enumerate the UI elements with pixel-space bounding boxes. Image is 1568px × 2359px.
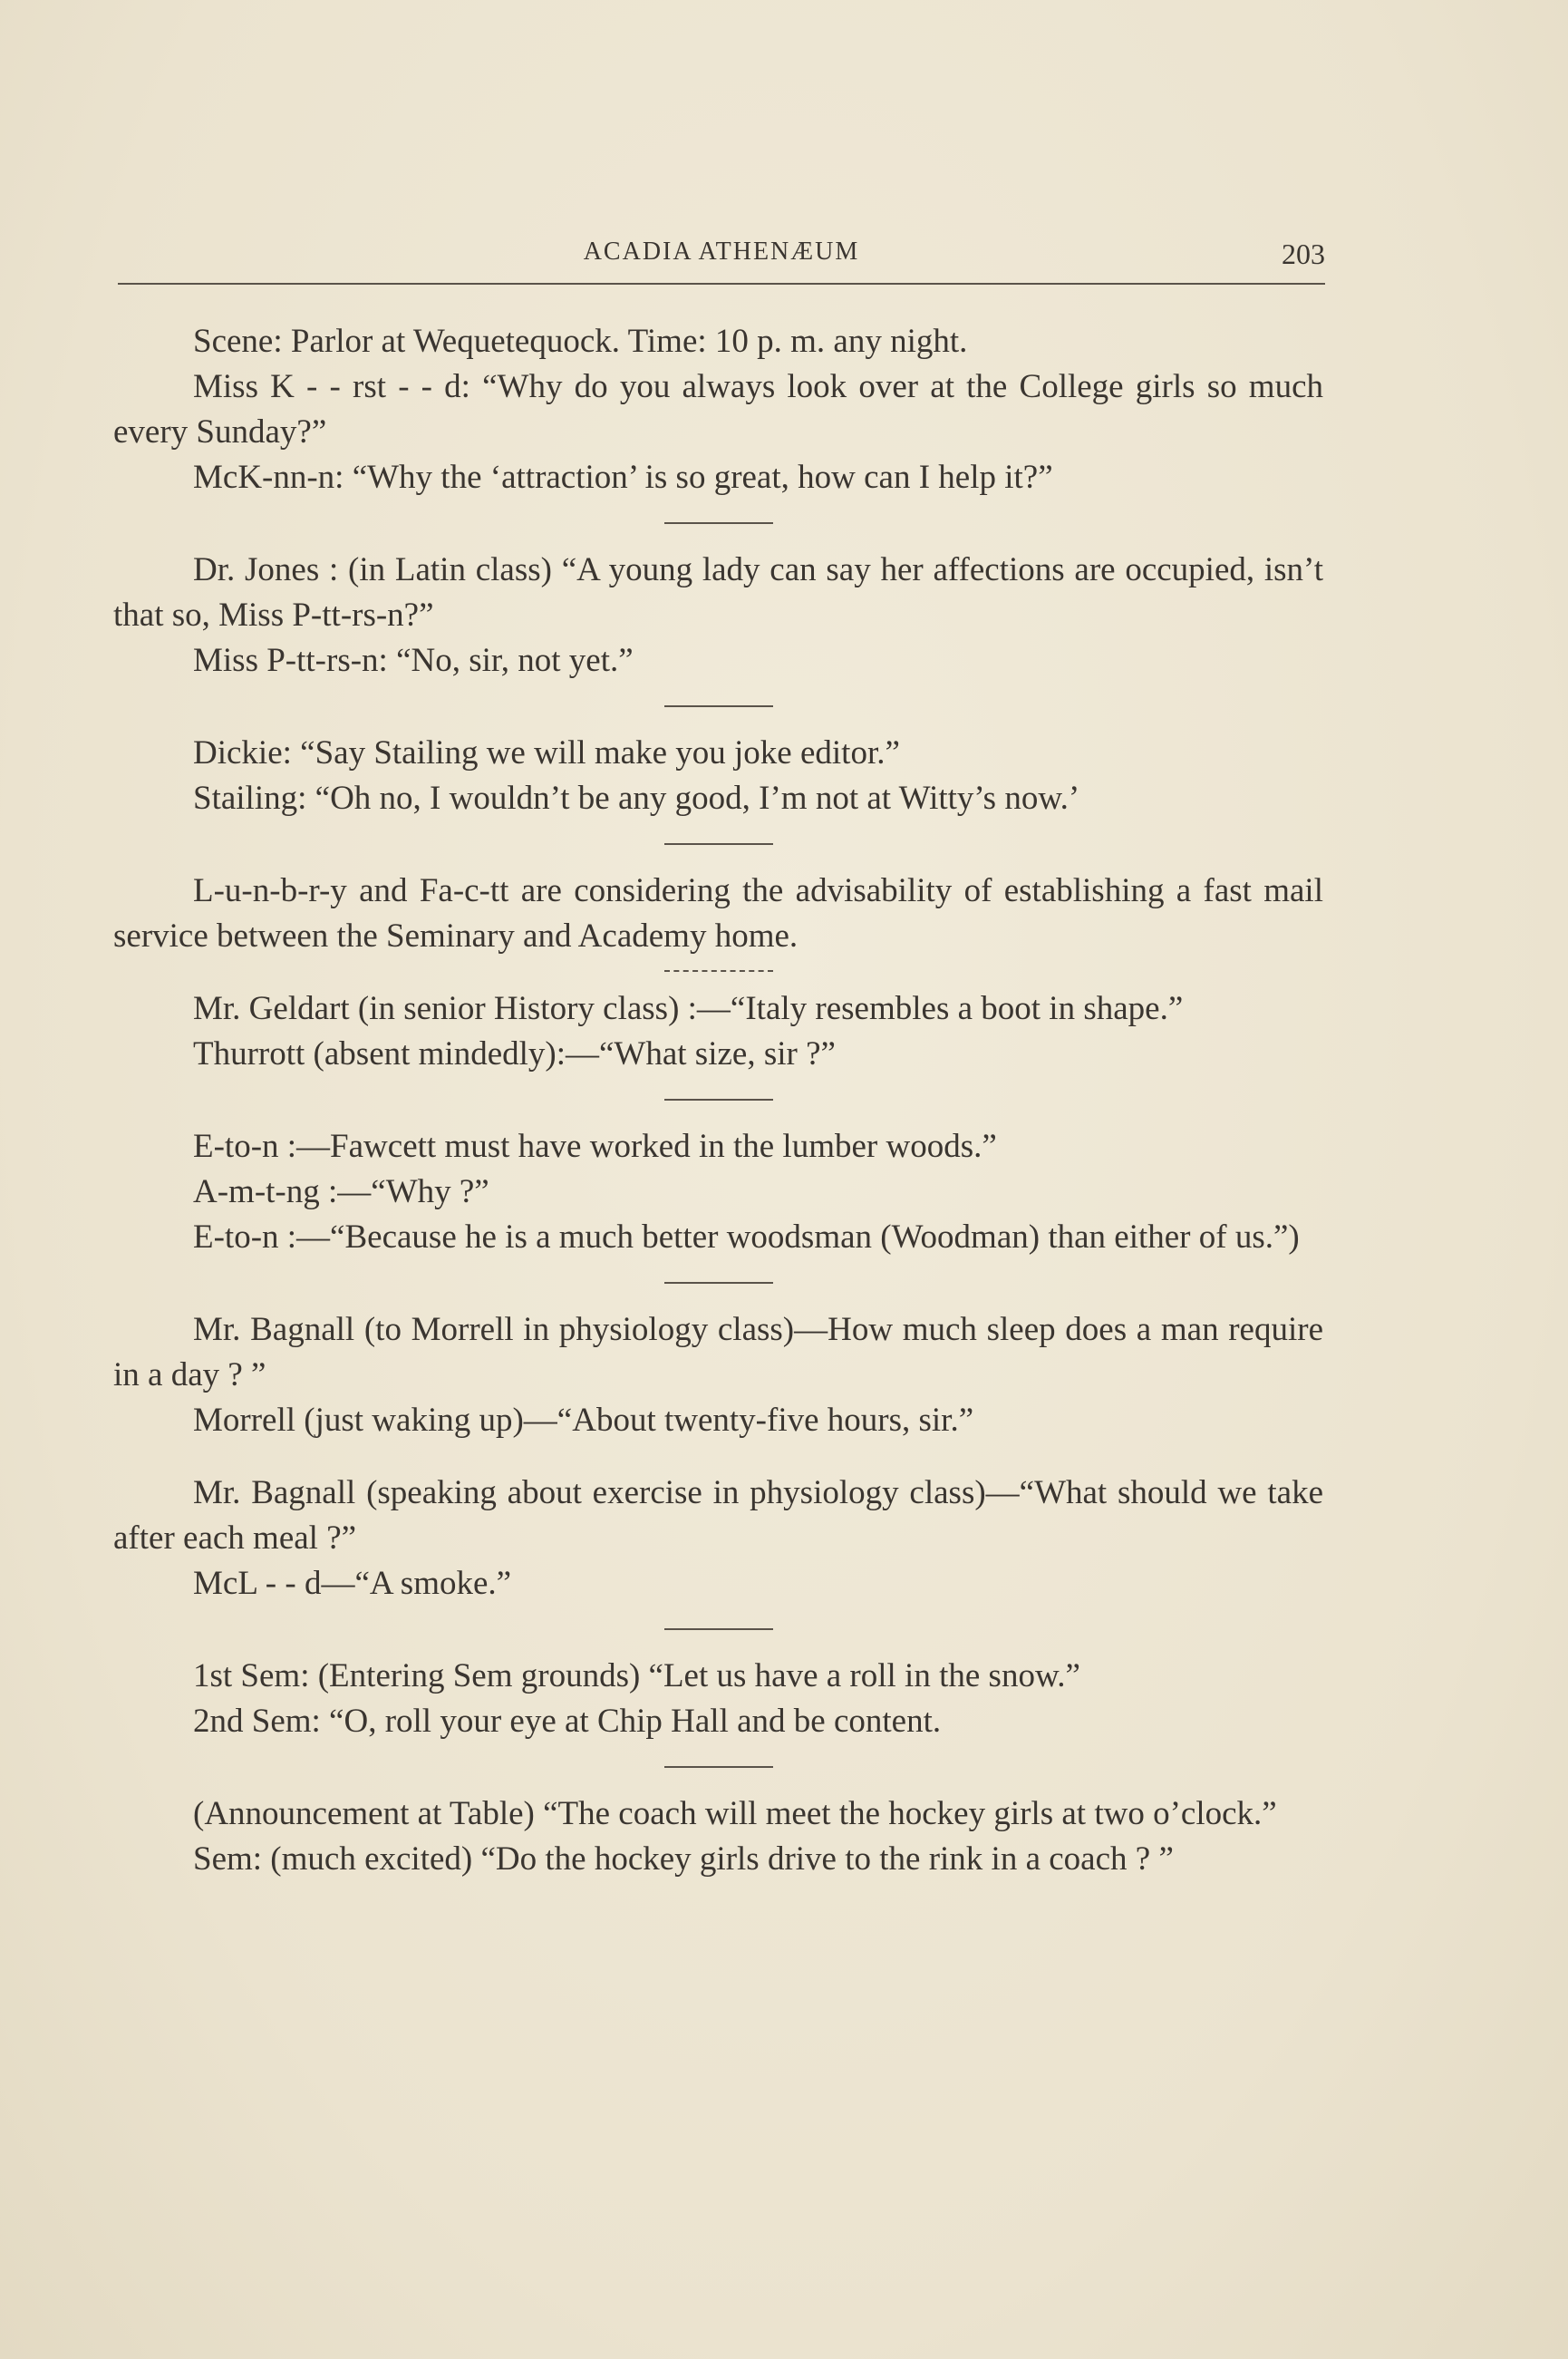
anecdote-9 — [113, 1654, 1323, 1744]
paragraph: Dr. Jones : (in Latin class) “A young lady can say her affections are occupied, isn’t that so, Miss P-tt-rs-n?” — [113, 551, 1323, 634]
separator-rule — [664, 1628, 773, 1630]
separator — [113, 1744, 1323, 1791]
separator-rule — [664, 1099, 773, 1101]
page-number: 203 — [1282, 238, 1325, 270]
anecdote-10 — [113, 1791, 1323, 1882]
paragraph: Morrell (just waking up)—“About twenty-five hours, sir.” — [193, 1402, 974, 1439]
running-title: ACADIA ATHENÆUM — [583, 238, 860, 266]
paragraph: 2nd Sem: “O, roll your eye at Chip Hall and be content. — [193, 1703, 942, 1740]
separator — [113, 821, 1323, 869]
paragraph: Stailing: “Oh no, I wouldn’t be any good, I’m not at Witty’s now.’ — [193, 780, 1080, 817]
separator — [113, 1077, 1323, 1124]
paragraph: McL - - d—“A smoke.” — [193, 1565, 512, 1602]
anecdote-7 — [113, 1307, 1323, 1443]
paragraph: E-to-n :—“Because he is a much better woodsman (Woodman) than either of us.”) — [193, 1218, 1300, 1256]
separator-rule — [664, 705, 773, 707]
separator-rule — [664, 1282, 773, 1284]
separator — [113, 1260, 1323, 1307]
page-content — [113, 319, 1323, 1882]
separator — [113, 684, 1323, 731]
paragraph: E-to-n :—Fawcett must have worked in the lumber woods.” — [193, 1128, 997, 1165]
paragraph: Dickie: “Say Stailing we will make you joke editor.” — [193, 734, 900, 772]
running-header — [118, 238, 1325, 285]
separator-rule — [664, 1766, 773, 1768]
anecdote-5 — [113, 986, 1323, 1077]
separator — [113, 959, 1323, 986]
spacer — [113, 1443, 1323, 1471]
paragraph: Miss P-tt-rs-n: “No, sir, not yet.” — [193, 642, 634, 679]
anecdote-3 — [113, 731, 1323, 821]
paragraph: A-m-t-ng :—“Why ?” — [193, 1173, 489, 1210]
paragraph: Mr. Geldart (in senior History class) :—“Italy resembles a boot in shape.” — [193, 990, 1184, 1027]
paragraph: Mr. Bagnall (to Morrell in physiology class)—How much sleep does a man require in a day ? ” — [113, 1311, 1323, 1393]
paragraph: L-u-n-b-r-y and Fa-c-tt are considering the advisability of establishing a fast mail service between the Seminary and Academy home. — [113, 872, 1323, 955]
paragraph: Sem: (much excited) “Do the hockey girls drive to the rink in a coach ? ” — [193, 1840, 1174, 1878]
paragraph: Thurrott (absent mindedly):—“What size, sir ?” — [193, 1035, 836, 1073]
separator-rule — [664, 843, 773, 845]
paragraph: Scene: Parlor at Wequetequock. Time: 10 p. m. any night. — [193, 323, 968, 360]
separator — [113, 500, 1323, 548]
paragraph: Miss K - - rst - - d: “Why do you always look over at the College girls so much every Sunday?” — [113, 368, 1323, 451]
separator-rule — [664, 970, 773, 972]
anecdote-8 — [113, 1471, 1323, 1607]
paragraph: McK-nn-n: “Why the ‘attraction’ is so great, how can I help it?” — [193, 459, 1053, 496]
anecdote-1 — [113, 319, 1323, 500]
paragraph: 1st Sem: (Entering Sem grounds) “Let us have a roll in the snow.” — [193, 1657, 1080, 1694]
anecdote-4 — [113, 869, 1323, 959]
separator — [113, 1607, 1323, 1654]
paragraph: (Announcement at Table) “The coach will meet the hockey girls at two o’clock.” — [193, 1795, 1277, 1832]
separator-rule — [664, 522, 773, 524]
anecdote-2 — [113, 548, 1323, 684]
paragraph: Mr. Bagnall (speaking about exercise in physiology class)—“What should we take after each meal ?” — [113, 1474, 1323, 1557]
anecdote-6 — [113, 1124, 1323, 1260]
